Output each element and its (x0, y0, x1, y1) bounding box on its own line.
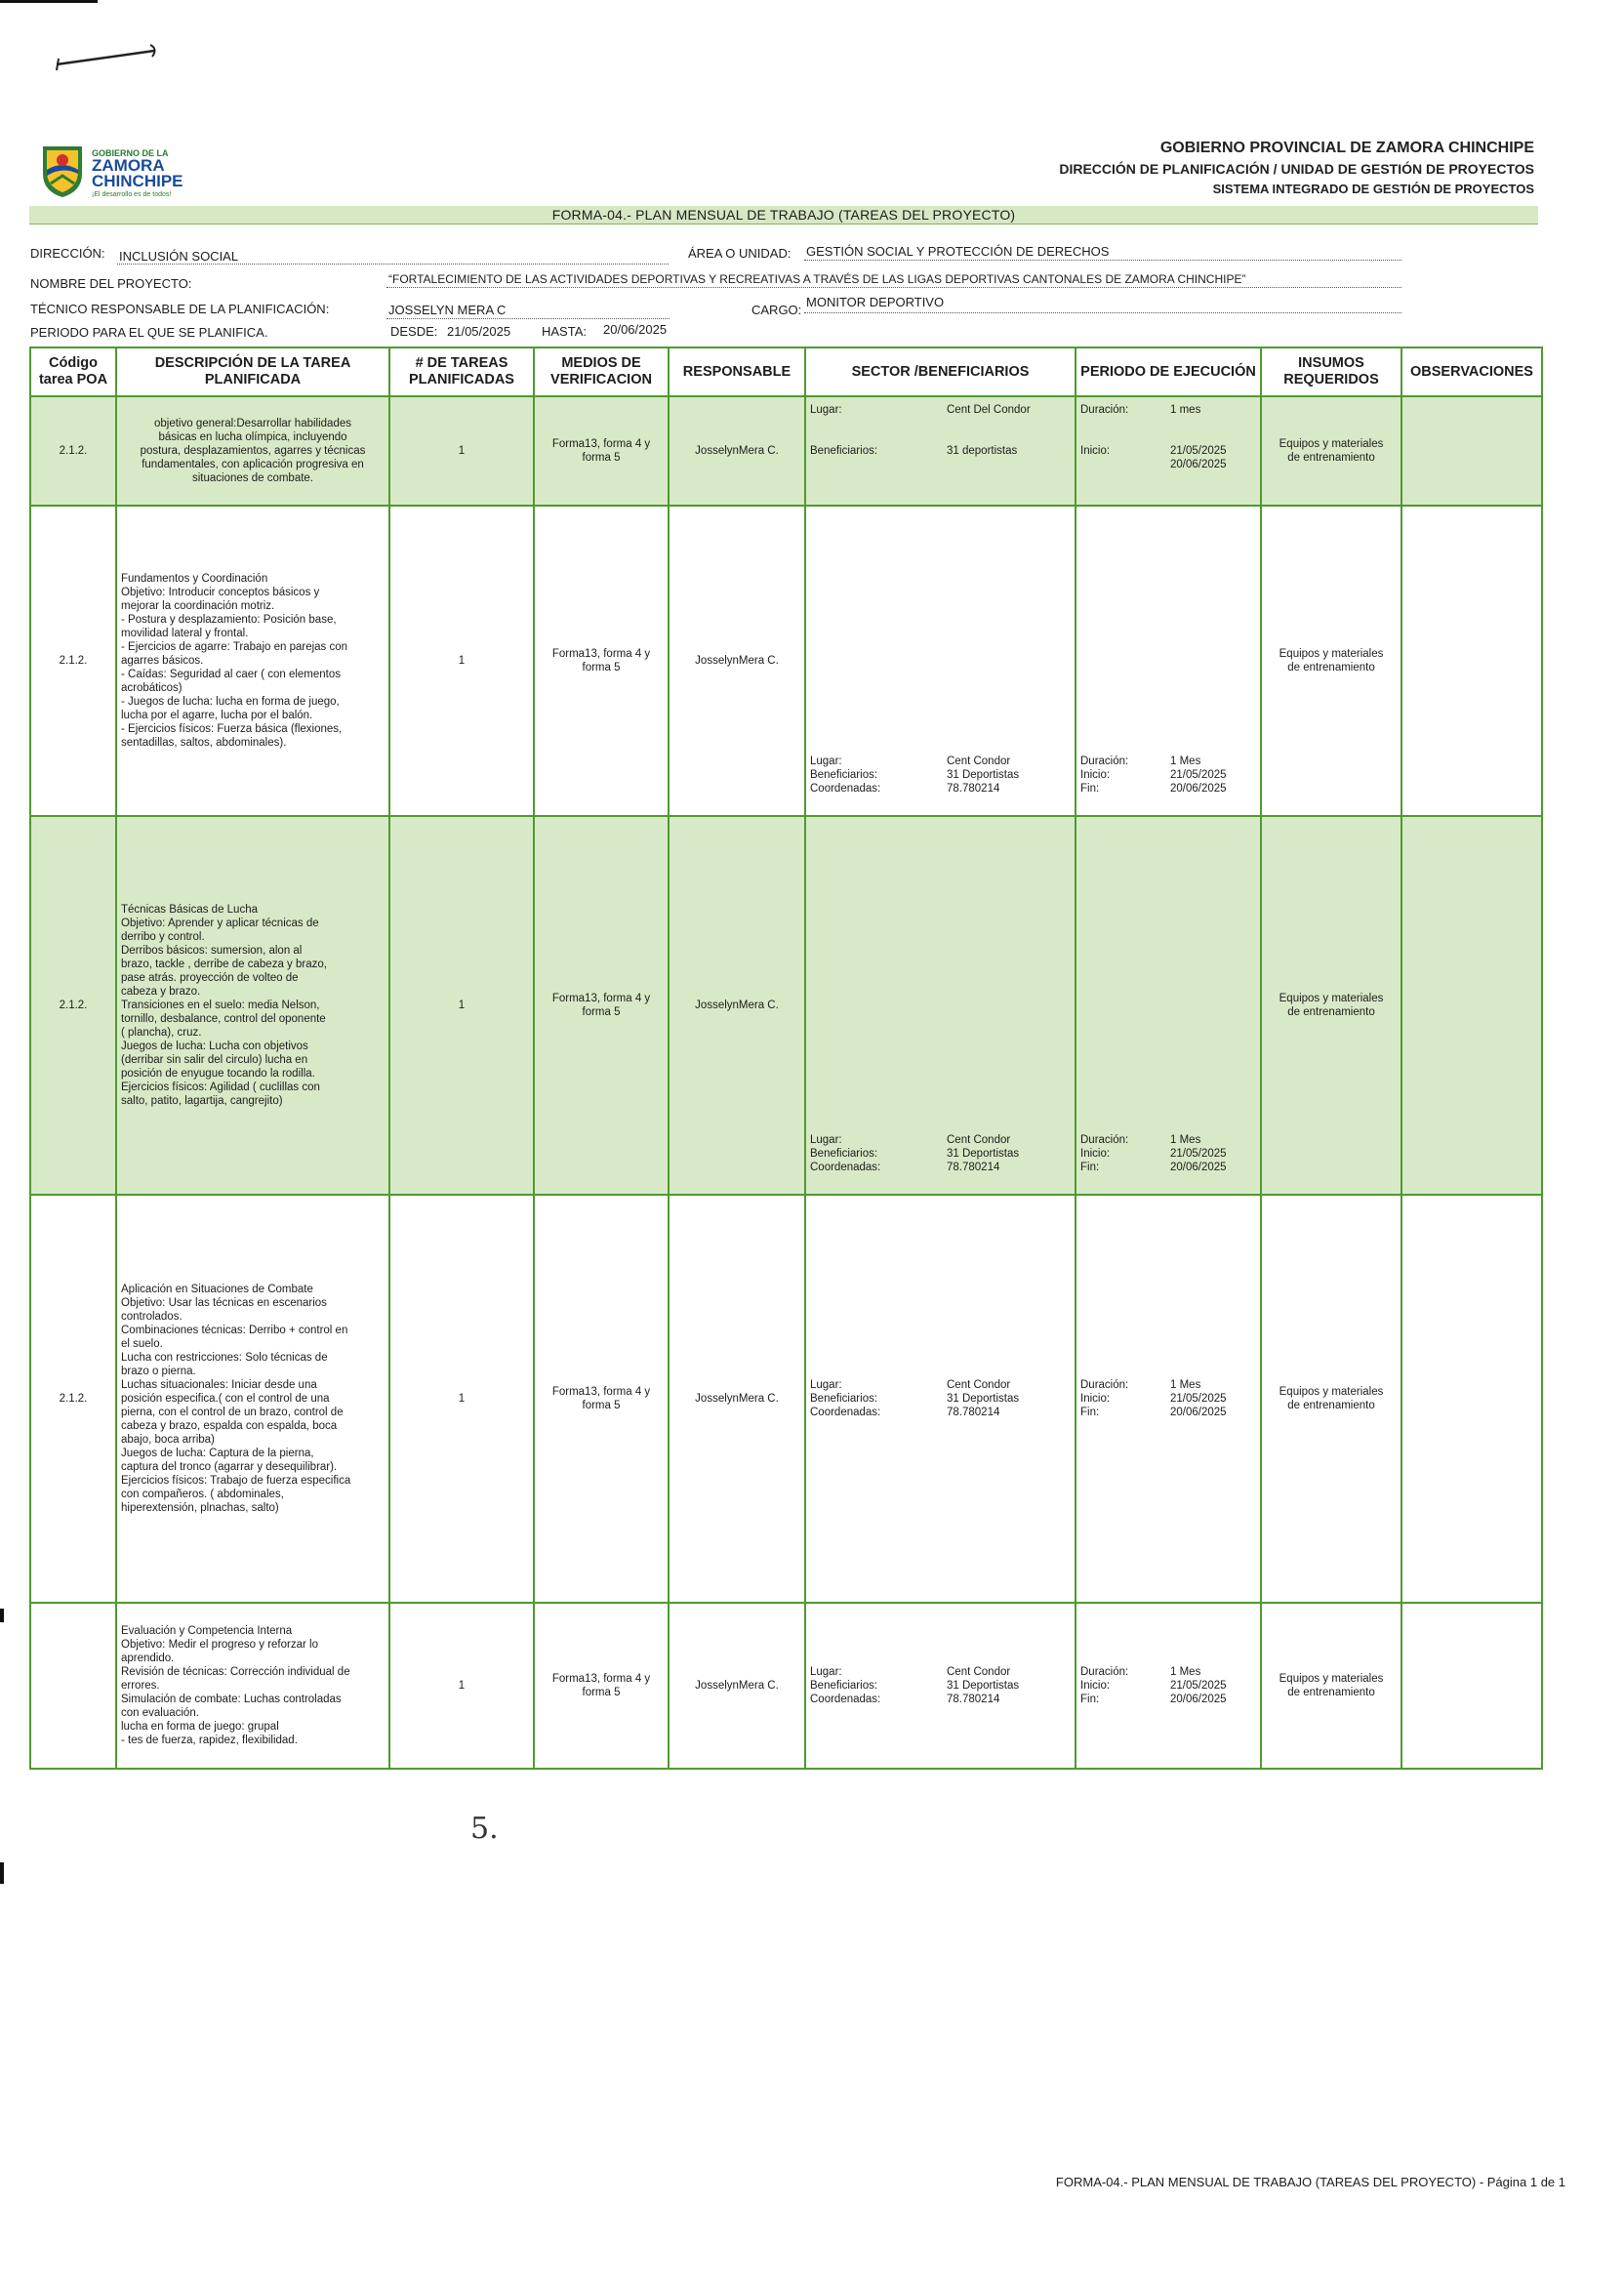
coordenadas-label: Coordenadas: (810, 1407, 881, 1418)
cell-codigo (30, 816, 116, 1195)
hasta-value: 20/06/2025 (603, 322, 668, 337)
lugar-value: Cent Condor (947, 1379, 1011, 1391)
cell-descripcion (116, 396, 389, 506)
beneficiarios-value: 31 deportistas (947, 445, 1018, 457)
num-text: 1 (458, 445, 466, 457)
desc-line: errores. (121, 1680, 160, 1692)
logo-line2 (92, 158, 183, 189)
inicio-value: 21/05/2025 (1170, 1680, 1227, 1692)
cell-insumos (1261, 816, 1401, 1195)
lugar-label: Lugar: (810, 404, 842, 416)
cell-periodo (1076, 816, 1261, 1195)
beneficiarios-label: Beneficiarios: (810, 445, 878, 457)
col-medios: MEDIOS DE VERIFICACION (534, 347, 669, 396)
desc-line: posición especifica.( con el control de una (121, 1393, 330, 1405)
lugar-value: Cent Condor (947, 1666, 1011, 1678)
col-descripcion: DESCRIPCIÓN DE LA TAREA PLANIFICADA (116, 347, 389, 396)
cell-medios (534, 506, 669, 816)
duracion-value: 1 Mes (1170, 1666, 1201, 1678)
desc-line: Luchas situacionales: Iniciar desde una (121, 1379, 317, 1391)
sector-grid (806, 403, 1075, 458)
desc-line: lucha en forma de juego: grupal (121, 1721, 279, 1733)
cell-sector (805, 816, 1076, 1195)
desc-line: acrobáticos) (121, 682, 183, 694)
duracion-label: Duración: (1080, 1379, 1129, 1391)
desc-line: captura del tronco (agarrar y desequilibrar). (121, 1461, 338, 1473)
fin-value: 20/06/2025 (1170, 783, 1227, 795)
lugar-value: Cent Del Condor (947, 404, 1031, 416)
cell-periodo (1076, 1603, 1261, 1769)
desc-line: sentadillas, saltos, abdominales). (121, 737, 287, 749)
inicio-value: 21/05/2025 (1170, 445, 1227, 457)
cell-responsable (669, 816, 805, 1195)
cell-observaciones (1401, 1603, 1542, 1769)
col-sector: SECTOR /BENEFICIARIOS (805, 347, 1076, 396)
coordenadas-label: Coordenadas: (810, 783, 881, 795)
responsable-text: JosselynMera C. (695, 1000, 779, 1011)
desc-line: cabeza y brazo. (121, 986, 201, 998)
inicio-value: 21/05/2025 (1170, 769, 1227, 781)
org-sub1: DIRECCIÓN DE PLANIFICACIÓN / UNIDAD DE GESTIÓN DE PROYECTOS (1059, 161, 1534, 177)
desc-line: brazo, tackle , derribe de cabeza y brazo, (121, 959, 327, 970)
cell-codigo (30, 1603, 116, 1769)
insumos-text: Equipos y materiales de entrenamiento (1279, 1386, 1384, 1411)
cell-medios (534, 816, 669, 1195)
inicio-label: Inicio: (1080, 445, 1111, 457)
col-insumos: INSUMOS REQUERIDOS (1261, 347, 1401, 396)
logo-tagline: ¡El desarrollo es de todos! (92, 191, 172, 198)
desc-line: el suelo. (121, 1338, 163, 1350)
cell-num-tareas (389, 396, 534, 506)
cell-num-tareas (389, 1195, 534, 1603)
desc-line: movilidad lateral y frontal. (121, 628, 249, 639)
desc-line: Juegos de lucha: Captura de la pierna, (121, 1448, 314, 1459)
desc-line: - Ejercicios de agarre: Trabajo en parejas con (121, 641, 348, 653)
cell-responsable (669, 1195, 805, 1603)
table-row (30, 1195, 1542, 1603)
desc-line: Objetivo: Medir el progreso y reforzar lo (121, 1639, 318, 1651)
lugar-value: Cent Condor (947, 755, 1011, 767)
duracion-label: Duración: (1080, 755, 1129, 767)
desc-line: Combinaciones técnicas: Derribo + control en (121, 1325, 348, 1336)
tecnico-value: JOSSELYN MERA C (388, 303, 507, 317)
cell-medios (534, 1195, 669, 1603)
proyecto-label: NOMBRE DEL PROYECTO: (30, 276, 192, 291)
desde-label: DESDE: (390, 324, 438, 339)
proyecto-value: “FORTALECIMIENTO DE LAS ACTIVIDADES DEPORTIVAS Y RECREATIVAS A TRAVÉS DE LAS LIGAS DEPORTIVAS CANTONALES DE ZAMORA CHINCHIPE” (388, 272, 1246, 286)
col-responsable: RESPONSABLE (669, 347, 805, 396)
lugar-label: Lugar: (810, 1379, 842, 1391)
proyecto-underline (386, 287, 1401, 288)
desc-line: Objetivo: Introducir conceptos básicos y (121, 587, 320, 598)
codigo-text: 2.1.2. (59, 655, 88, 667)
inicio-label: Inicio: (1080, 1148, 1111, 1160)
desc-line: objetivo general:Desarrollar habilidades (153, 418, 351, 429)
cell-observaciones (1401, 1195, 1542, 1603)
lugar-value: Cent Condor (947, 1134, 1011, 1146)
codigo-text: 2.1.2. (59, 445, 88, 457)
cell-num-tareas (389, 506, 534, 816)
num-text: 1 (458, 1000, 466, 1011)
sector-grid (806, 755, 1075, 796)
provincial-logo (37, 141, 183, 201)
desc-line: salto, patito, lagartija, cangrejito) (121, 1095, 283, 1107)
cell-sector (805, 506, 1076, 816)
desc-line: Objetivo: Aprender y aplicar técnicas de (121, 918, 319, 929)
cell-periodo (1076, 396, 1261, 506)
desc-line: abajo, boca arriba) (121, 1434, 215, 1446)
desc-line: Revisión de técnicas: Corrección individual de (121, 1666, 350, 1678)
desc-line: lucha por el agarre, lucha por el balón. (121, 710, 313, 721)
scan-mark-left-2 (0, 1862, 4, 1884)
cell-descripcion (116, 1195, 389, 1603)
inicio-label: Inicio: (1080, 1680, 1111, 1692)
responsable-text: JosselynMera C. (695, 1393, 779, 1405)
cell-num-tareas (389, 1603, 534, 1769)
num-text: 1 (458, 1680, 466, 1692)
inicio-label: Inicio: (1080, 769, 1111, 781)
hasta-label: HASTA: (542, 324, 587, 339)
medios-text: Forma13, forma 4 y forma 5 (551, 1386, 651, 1411)
pen-stroke-mark (49, 39, 166, 78)
beneficiarios-label: Beneficiarios: (810, 769, 878, 781)
insumos-text: Equipos y materiales de entrenamiento (1279, 993, 1384, 1018)
cell-num-tareas (389, 816, 534, 1195)
desc-line: hiperextensión, plnachas, salto) (121, 1502, 279, 1514)
duracion-value: 1 mes (1170, 404, 1201, 416)
cell-periodo (1076, 506, 1261, 816)
desc-line: Simulación de combate: Luchas controladas (121, 1694, 342, 1705)
cell-insumos (1261, 506, 1401, 816)
medios-text: Forma13, forma 4 y forma 5 (551, 993, 651, 1018)
desc-line: - Postura y desplazamiento: Posición base, (121, 614, 337, 626)
beneficiarios-label: Beneficiarios: (810, 1393, 878, 1405)
inicio-value: 21/05/2025 (1170, 1393, 1227, 1405)
coordenadas-label: Coordenadas: (810, 1694, 881, 1705)
fin-label: Fin: (1080, 1162, 1100, 1173)
insumos-text: Equipos y materiales de entrenamiento (1279, 1673, 1384, 1698)
table-row (30, 506, 1542, 816)
cargo-label: CARGO: (751, 303, 802, 317)
desc-line: Objetivo: Usar las técnicas en escenarios (121, 1297, 327, 1309)
fin-value: 20/06/2025 (1170, 1407, 1227, 1418)
fin-value: 20/06/2025 (1170, 459, 1227, 470)
col-periodo: PERIODO DE EJECUCIÓN (1076, 347, 1261, 396)
duracion-value: 1 Mes (1170, 1134, 1201, 1146)
area-value: GESTIÓN SOCIAL Y PROTECCIÓN DE DERECHOS (806, 244, 1110, 259)
cell-codigo (30, 396, 116, 506)
coat-of-arms-icon (37, 141, 88, 199)
beneficiarios-label: Beneficiarios: (810, 1680, 878, 1692)
desc-line: fundamentales, con aplicación progresiva en (142, 459, 364, 470)
desc-line: Fundamentos y Coordinación (121, 573, 268, 585)
cell-responsable (669, 396, 805, 506)
fin-value: 20/06/2025 (1170, 1694, 1227, 1705)
desc-line: Lucha con restricciones: Solo técnicas de (121, 1352, 328, 1364)
cell-insumos (1261, 1195, 1401, 1603)
cell-insumos (1261, 1603, 1401, 1769)
col-codigo: Código tarea POA (30, 347, 116, 396)
beneficiarios-value: 31 Deportistas (947, 1148, 1020, 1160)
periodo-grid (1076, 1133, 1260, 1174)
form-title-bar: FORMA-04.- PLAN MENSUAL DE TRABAJO (TAREAS DEL PROYECTO) (29, 206, 1538, 225)
desc-line: postura, desplazamientos, agarres y técnicas (140, 445, 366, 457)
desc-line: agarres básicos. (121, 655, 204, 667)
cell-observaciones (1401, 816, 1542, 1195)
cell-sector (805, 396, 1076, 506)
cell-codigo (30, 1195, 116, 1603)
page-footer: FORMA-04.- PLAN MENSUAL DE TRABAJO (TAREAS DEL PROYECTO) - Página 1 de 1 (1055, 2175, 1565, 2189)
cargo-underline (804, 312, 1401, 313)
desc-line: pase atrás. proyección de volteo de (121, 972, 299, 984)
desc-line: básicas en lucha olímpica, incluyendo (158, 431, 347, 443)
cell-insumos (1261, 396, 1401, 506)
cell-periodo (1076, 1195, 1261, 1603)
area-underline (804, 260, 1401, 261)
sector-grid (806, 1378, 1075, 1419)
cell-responsable (669, 506, 805, 816)
desc-line: Derribos básicos: sumersion, alon al (121, 945, 303, 957)
desc-line: brazo o pierna. (121, 1366, 196, 1377)
desc-line: Ejercicios físicos: Agilidad ( cuclillas con (121, 1082, 320, 1093)
desc-line: aprendido. (121, 1653, 175, 1664)
plan-table (29, 347, 1543, 1770)
duracion-value: 1 Mes (1170, 1379, 1201, 1391)
table-header-row (30, 347, 1542, 396)
fin-label: Fin: (1080, 783, 1100, 795)
codigo-text: 2.1.2. (59, 1393, 88, 1405)
num-text: 1 (458, 655, 466, 667)
direccion-label: DIRECCIÓN: (30, 246, 105, 261)
desc-line: Aplicación en Situaciones de Combate (121, 1284, 313, 1295)
cell-medios (534, 1603, 669, 1769)
cell-medios (534, 396, 669, 506)
desde-value: 21/05/2025 (447, 324, 511, 339)
desc-line: (derribar sin salir del circulo) lucha en (121, 1054, 308, 1066)
periodo-grid (1076, 403, 1260, 471)
desc-line: tornillo, desbalance, control del oponente (121, 1013, 326, 1025)
coordenadas-value: 78.780214 (947, 783, 1000, 795)
cargo-value: MONITOR DEPORTIVO (806, 295, 945, 309)
table-row (30, 816, 1542, 1195)
cell-sector (805, 1195, 1076, 1603)
medios-text: Forma13, forma 4 y forma 5 (551, 1673, 651, 1698)
lugar-label: Lugar: (810, 755, 842, 767)
desc-line: - Caídas: Seguridad al caer ( con elementos (121, 669, 342, 680)
desc-line: con compañeros. ( abdominales, (121, 1489, 284, 1500)
desc-line: - tes de fuerza, rapidez, flexibilidad. (121, 1735, 298, 1746)
duracion-label: Duración: (1080, 1666, 1129, 1678)
periodo-label: PERIODO PARA EL QUE SE PLANIFICA. (30, 325, 268, 340)
fin-label: Fin: (1080, 1694, 1100, 1705)
desc-line: Transiciones en el suelo: media Nelson, (121, 1000, 320, 1011)
desc-line: - Ejercicios físicos: Fuerza básica (flexiones, (121, 723, 343, 735)
cell-descripcion (116, 816, 389, 1195)
col-num-tareas: # DE TAREAS PLANIFICADAS (389, 347, 534, 396)
responsable-text: JosselynMera C. (695, 1680, 779, 1692)
insumos-text: Equipos y materiales de entrenamiento (1279, 648, 1384, 674)
coordenadas-value: 78.780214 (947, 1694, 1000, 1705)
desc-line: con evaluación. (121, 1707, 199, 1719)
scan-mark-top (0, 0, 98, 3)
fin-value: 20/06/2025 (1170, 1162, 1227, 1173)
desc-line: derribo y control. (121, 931, 205, 943)
desc-line: Ejercicios físicos: Trabajo de fuerza especifica (121, 1475, 351, 1487)
responsable-text: JosselynMera C. (695, 445, 779, 457)
logo-chinchipe: CHINCHIPE (92, 172, 183, 190)
org-sub2: SISTEMA INTEGRADO DE GESTIÓN DE PROYECTOS (1212, 182, 1534, 196)
duracion-label: Duración: (1080, 1134, 1129, 1146)
cell-descripcion (116, 1603, 389, 1769)
beneficiarios-value: 31 Deportistas (947, 1680, 1020, 1692)
beneficiarios-label: Beneficiarios: (810, 1148, 878, 1160)
inicio-label: Inicio: (1080, 1393, 1111, 1405)
medios-text: Forma13, forma 4 y forma 5 (551, 438, 651, 464)
cell-responsable (669, 1603, 805, 1769)
desc-line: ( plancha), cruz. (121, 1027, 202, 1039)
tecnico-label: TÉCNICO RESPONSABLE DE LA PLANIFICACIÓN: (30, 302, 330, 316)
handwritten-mark: 5. (470, 1812, 499, 1846)
scan-mark-left-1 (0, 1609, 4, 1622)
cell-codigo (30, 506, 116, 816)
periodo-grid (1076, 1665, 1260, 1706)
coordenadas-value: 78.780214 (947, 1407, 1000, 1418)
coordenadas-label: Coordenadas: (810, 1162, 881, 1173)
duracion-label: Duración: (1080, 404, 1129, 416)
lugar-label: Lugar: (810, 1134, 842, 1146)
sector-grid (806, 1665, 1075, 1706)
periodo-grid (1076, 755, 1260, 796)
inicio-value: 21/05/2025 (1170, 1148, 1227, 1160)
medios-text: Forma13, forma 4 y forma 5 (551, 648, 651, 674)
cell-observaciones (1401, 506, 1542, 816)
area-label: ÁREA O UNIDAD: (688, 246, 792, 261)
desc-line: pierna, con el control de un brazo, control de (121, 1407, 344, 1418)
logo-zamora: ZAMORA (92, 156, 165, 175)
cell-sector (805, 1603, 1076, 1769)
direccion-value: INCLUSIÓN SOCIAL (119, 249, 239, 264)
cell-descripcion (116, 506, 389, 816)
desc-line: cabeza y brazo, espalda con espalda, boca (121, 1420, 338, 1432)
fin-label: Fin: (1080, 1407, 1100, 1418)
sector-grid (806, 1133, 1075, 1174)
desc-line: situaciones de combate. (191, 472, 314, 484)
periodo-grid (1076, 1378, 1260, 1419)
coordenadas-value: 78.780214 (947, 1162, 1000, 1173)
desc-line: Técnicas Básicas de Lucha (121, 904, 258, 916)
duracion-value: 1 Mes (1170, 755, 1201, 767)
num-text: 1 (458, 1393, 466, 1405)
direccion-underline (117, 264, 669, 265)
tecnico-underline (386, 318, 670, 319)
table-row (30, 396, 1542, 506)
responsable-text: JosselynMera C. (695, 655, 779, 667)
insumos-text: Equipos y materiales de entrenamiento (1279, 438, 1384, 464)
desc-line: posición de enyugue tocando la rodilla. (121, 1068, 315, 1080)
codigo-text: 2.1.2. (59, 1000, 88, 1011)
table-row (30, 1603, 1542, 1769)
desc-line: - Juegos de lucha: lucha en forma de juego, (121, 696, 340, 708)
beneficiarios-value: 31 Deportistas (947, 1393, 1020, 1405)
col-observaciones: OBSERVACIONES (1401, 347, 1542, 396)
lugar-label: Lugar: (810, 1666, 842, 1678)
desc-line: Evaluación y Competencia Interna (121, 1625, 293, 1637)
beneficiarios-value: 31 Deportistas (947, 769, 1020, 781)
org-title: GOBIERNO PROVINCIAL DE ZAMORA CHINCHIPE (1159, 140, 1534, 156)
logo-line1: GOBIERNO DE LA (92, 148, 169, 158)
desc-line: controlados. (121, 1311, 183, 1323)
cell-observaciones (1401, 396, 1542, 506)
desc-line: mejorar la coordinación motriz. (121, 600, 275, 612)
desc-line: Juegos de lucha: Lucha con objetivos (121, 1041, 308, 1052)
